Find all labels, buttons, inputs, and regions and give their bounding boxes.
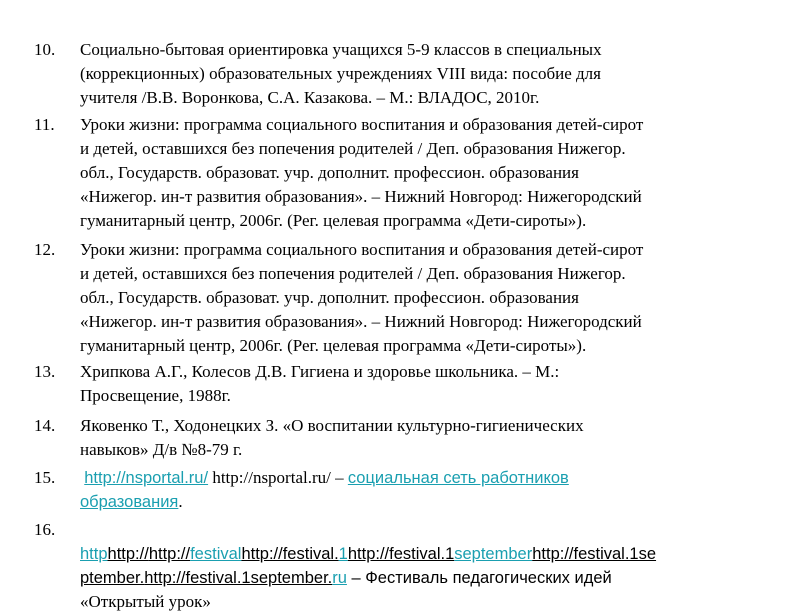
- text-line: обл., Государств. образоват. учр. дополнит. профессион. образования: [80, 163, 579, 182]
- item-text: [80, 414, 746, 462]
- item-text: [80, 542, 746, 614]
- text-line: [80, 466, 746, 490]
- text-line-partial: «Открытый урок»: [80, 592, 211, 611]
- item-text: [80, 238, 746, 358]
- item-number: 15.: [34, 468, 56, 487]
- item-text: [80, 113, 746, 233]
- item-text: [80, 38, 746, 110]
- text-line: и детей, оставшихся без попечения родителей / Деп. образования Нижегор.: [80, 139, 626, 158]
- item-number: 14.: [34, 416, 56, 435]
- text-line: «Нижегор. ин-т развития образования». – Нижний Новгород: Нижегородский: [80, 312, 642, 331]
- festival-link-line-2[interactable]: [80, 566, 746, 590]
- item-number: 16.: [34, 520, 56, 539]
- link-segment[interactable]: ru: [332, 569, 347, 587]
- item-number: 12.: [34, 240, 56, 259]
- text-line: (коррекционных) образовательных учреждениях VIII вида: пособие для: [80, 64, 601, 83]
- plain-segment: http://festival.1september.: [144, 569, 333, 587]
- text-line: Просвещение, 1988г.: [80, 386, 231, 405]
- item-number: 13.: [34, 362, 56, 381]
- festival-link-line-1[interactable]: [80, 542, 746, 566]
- plain-segment: http://festival.1: [347, 545, 455, 563]
- plain-segment: – Фестиваль педагогических идей: [346, 569, 612, 587]
- text-line: «Нижегор. ин-т развития образования». – Нижний Новгород: Нижегородский: [80, 187, 642, 206]
- link-segment[interactable]: 1: [338, 545, 348, 563]
- plain-text: http://nsportal.ru/ –: [208, 468, 348, 487]
- text-line: обл., Государств. образоват. учр. дополнит. профессион. образования: [80, 288, 579, 307]
- link-segment[interactable]: september: [454, 545, 533, 563]
- nsportal-link[interactable]: http://nsportal.ru/: [84, 469, 209, 487]
- item-text: [80, 466, 746, 514]
- text-line: Уроки жизни: программа социального воспитания и образования детей-сирот: [80, 115, 644, 134]
- text-line: гуманитарный центр, 2006г. (Рег. целевая программа «Дети-сироты»).: [80, 211, 587, 230]
- link-segment[interactable]: http: [80, 545, 108, 563]
- text-line: Социально-бытовая ориентировка учащихся 5-9 классов в специальных: [80, 40, 602, 59]
- plain-text: .: [178, 492, 183, 511]
- plain-segment: http://festival.1se: [532, 545, 657, 563]
- plain-segment: http://festival.: [241, 545, 339, 563]
- text-line: Уроки жизни: программа социального воспитания и образования детей-сирот: [80, 240, 644, 259]
- plain-segment: http://: [148, 545, 191, 563]
- link-segment[interactable]: festival: [190, 545, 242, 563]
- social-network-link[interactable]: социальная сеть работников: [347, 469, 569, 487]
- text-line: Хрипкова А.Г., Колесов Д.В. Гигиена и здоровье школьника. – М.:: [80, 362, 560, 381]
- social-network-link-cont[interactable]: образования: [80, 493, 179, 511]
- plain-segment: ptember.: [80, 569, 145, 587]
- item-number: 10.: [34, 40, 56, 59]
- text-line: учителя /В.В. Воронкова, С.А. Казакова. – М.: ВЛАДОС, 2010г.: [80, 88, 540, 107]
- text-line: навыков» Д/в №8-79 г.: [80, 440, 243, 459]
- item-text: [80, 360, 746, 408]
- plain-segment: http://: [107, 545, 149, 563]
- item-number: 11.: [34, 115, 55, 134]
- text-line: Яковенко Т., Ходонецких З. «О воспитании культурно-гигиенических: [80, 416, 584, 435]
- text-line: гуманитарный центр, 2006г. (Рег. целевая программа «Дети-сироты»).: [80, 336, 587, 355]
- text-line: и детей, оставшихся без попечения родителей / Деп. образования Нижегор.: [80, 264, 626, 283]
- text-line: [80, 490, 746, 514]
